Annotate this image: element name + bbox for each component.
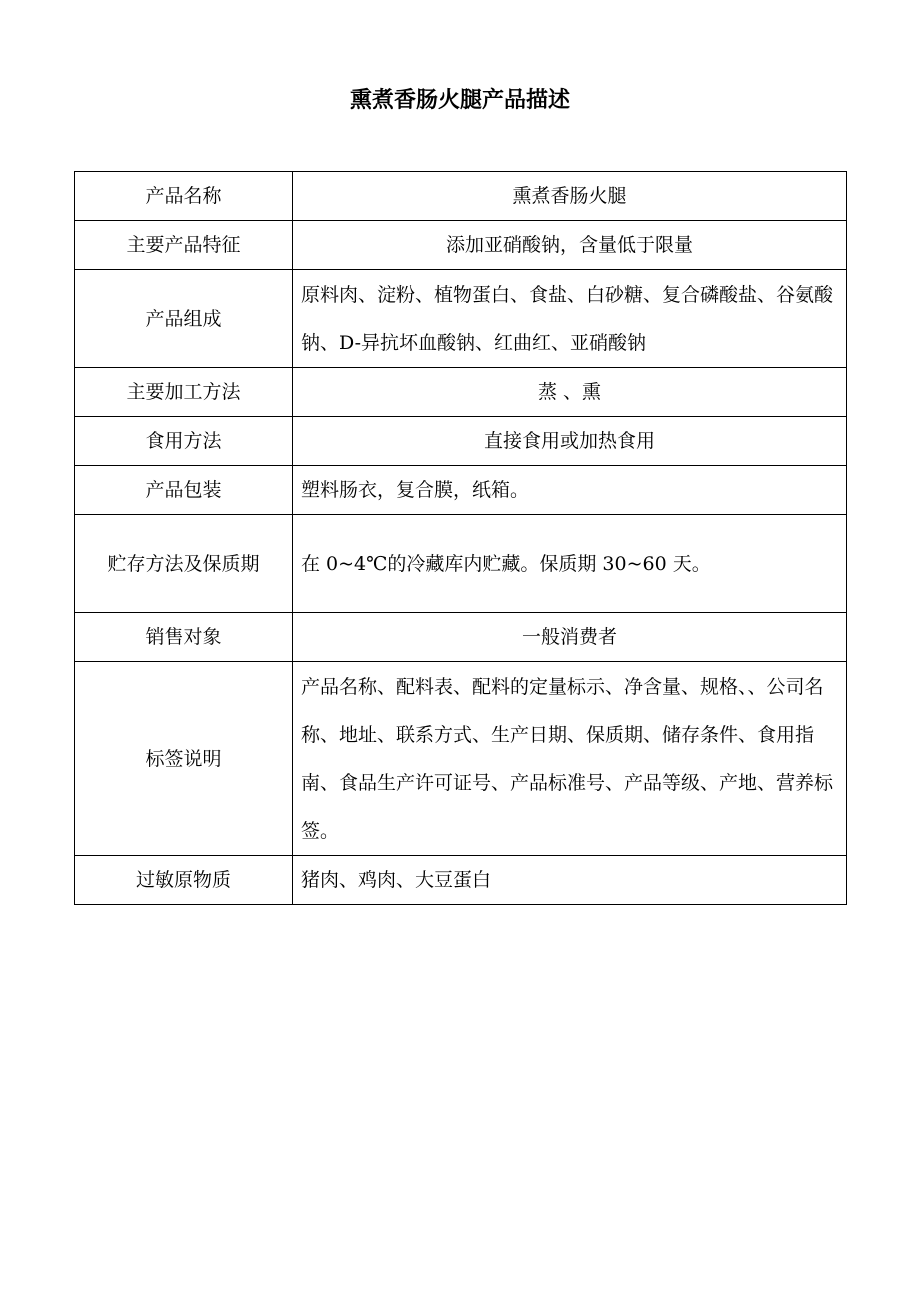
table-row <box>75 172 847 221</box>
row-label: 过敏原物质 <box>75 856 293 905</box>
table-row <box>75 466 847 515</box>
table-row <box>75 270 847 368</box>
row-label: 产品名称 <box>75 172 293 221</box>
row-label: 主要加工方法 <box>75 368 293 417</box>
table-row <box>75 613 847 662</box>
row-label: 食用方法 <box>75 417 293 466</box>
row-value: 直接食用或加热食用 <box>293 417 847 466</box>
row-value: 在 0~4℃的冷藏库内贮藏。保质期 30~60 天。 <box>293 515 847 613</box>
row-value: 产品名称、配料表、配料的定量标示、净含量、规格、、公司名称、地址、联系方式、生产日期、保质期、储存条件、食用指南、食品生产许可证号、产品标准号、产品等级、产地、营养标签。 <box>293 662 847 856</box>
row-value: 塑料肠衣，复合膜，纸箱。 <box>293 466 847 515</box>
product-description-table <box>74 171 847 905</box>
row-value: 添加亚硝酸钠，含量低于限量 <box>293 221 847 270</box>
row-value: 猪肉、鸡肉、大豆蛋白 <box>293 856 847 905</box>
table-row <box>75 515 847 613</box>
row-value: 熏煮香肠火腿 <box>293 172 847 221</box>
table-row <box>75 856 847 905</box>
row-value: 一般消费者 <box>293 613 847 662</box>
row-label: 产品组成 <box>75 270 293 368</box>
row-value: 原料肉、淀粉、植物蛋白、食盐、白砂糖、复合磷酸盐、谷氨酸钠、D-异抗坏血酸钠、红曲红、亚硝酸钠 <box>293 270 847 368</box>
table-row <box>75 368 847 417</box>
row-label: 销售对象 <box>75 613 293 662</box>
row-label: 主要产品特征 <box>75 221 293 270</box>
table-row <box>75 417 847 466</box>
row-value: 蒸 、熏 <box>293 368 847 417</box>
page-title: 熏煮香肠火腿产品描述 <box>349 88 570 113</box>
row-label: 贮存方法及保质期 <box>75 515 293 613</box>
row-label: 产品包装 <box>75 466 293 515</box>
table-row <box>75 662 847 856</box>
table-row <box>75 221 847 270</box>
row-label: 标签说明 <box>75 662 293 856</box>
